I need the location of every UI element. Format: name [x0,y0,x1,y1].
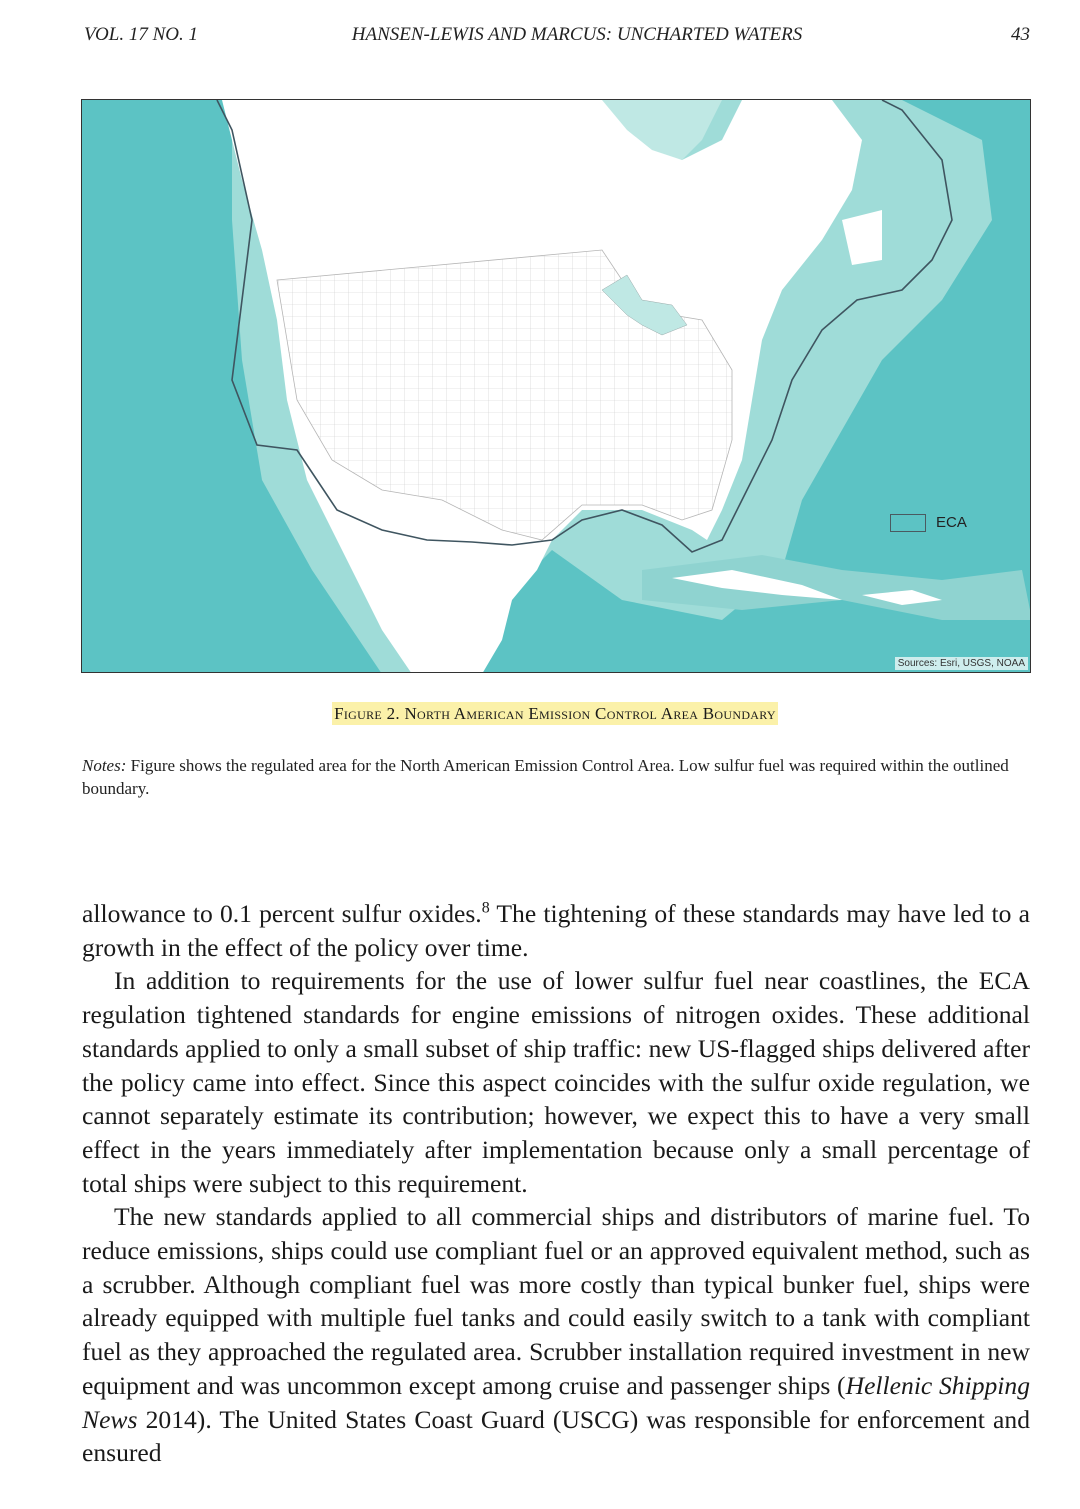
page-number: 43 [1011,24,1030,45]
paragraph-1 [82,897,1030,964]
running-header [84,24,1030,52]
figure-caption [0,704,1080,724]
paragraph-3 [82,1200,1030,1470]
figure-caption-text: Figure 2. North American Emission Control Area Boundary [334,704,776,723]
notes-lead: Notes: [82,756,127,775]
figure-notes [82,754,1032,800]
paragraph-2: In addition to requirements for the use of lower sulfur fuel near coastlines, the ECA regulation tightened standards for engine emissions of nitrogen oxides. These additional standards applied to only a small subset of ship traffic: new US-flagged ships delivered after the policy came into effect. Since this aspect coincides with the sulfur oxide regulation, we cannot separately estimate its contribution; however, we expect this to have a very small effect in the years immediately after implementation because only a small percentage of total ships were subject to this requirement. [82,966,1030,1198]
paragraph-3-part-a: The new standards applied to all commercial ships and distributors of marine fuel. To reduce emissions, ships could use compliant fuel or an approved equivalent method, such as a scrubber. Although compliant fuel was more costly than typical bunker fuel, ships were already equipped with multiple fuel tanks and could easily switch to a tank with compliant fuel as they approached the regulated area. Scrubber installation required investment in new equipment and was uncommon except among cruise and passenger ships ( [82,1202,1030,1400]
citation-source: Hellenic Shipping News [82,1370,1030,1434]
map-graphic [82,100,1031,673]
running-title: HANSEN-LEWIS AND MARCUS: UNCHARTED WATERS [351,24,803,45]
footnote-marker[interactable]: 8 [481,899,490,917]
eca-map [81,99,1031,673]
paragraph-1-part-b: The tightening of these standards may have led to a growth in the effect of the policy over time. [82,899,1030,962]
legend-swatch [890,514,926,532]
map-sources: Sources: Esri, USGS, NOAA [895,657,1028,670]
notes-text: Figure shows the regulated area for the North American Emission Control Area. Low sulfur fuel was required within the outlined boundary. [82,756,1009,798]
paragraph-3-part-b: 2014). The United States Coast Guard (USCG) was responsible for enforcement and ensured [82,1404,1030,1468]
volume-label: VOL. 17 NO. 1 [84,24,198,45]
body-text [82,897,1030,1470]
legend-label: ECA [936,514,967,531]
paragraph-1-part-a: allowance to 0.1 percent sulfur oxides. [82,899,482,928]
